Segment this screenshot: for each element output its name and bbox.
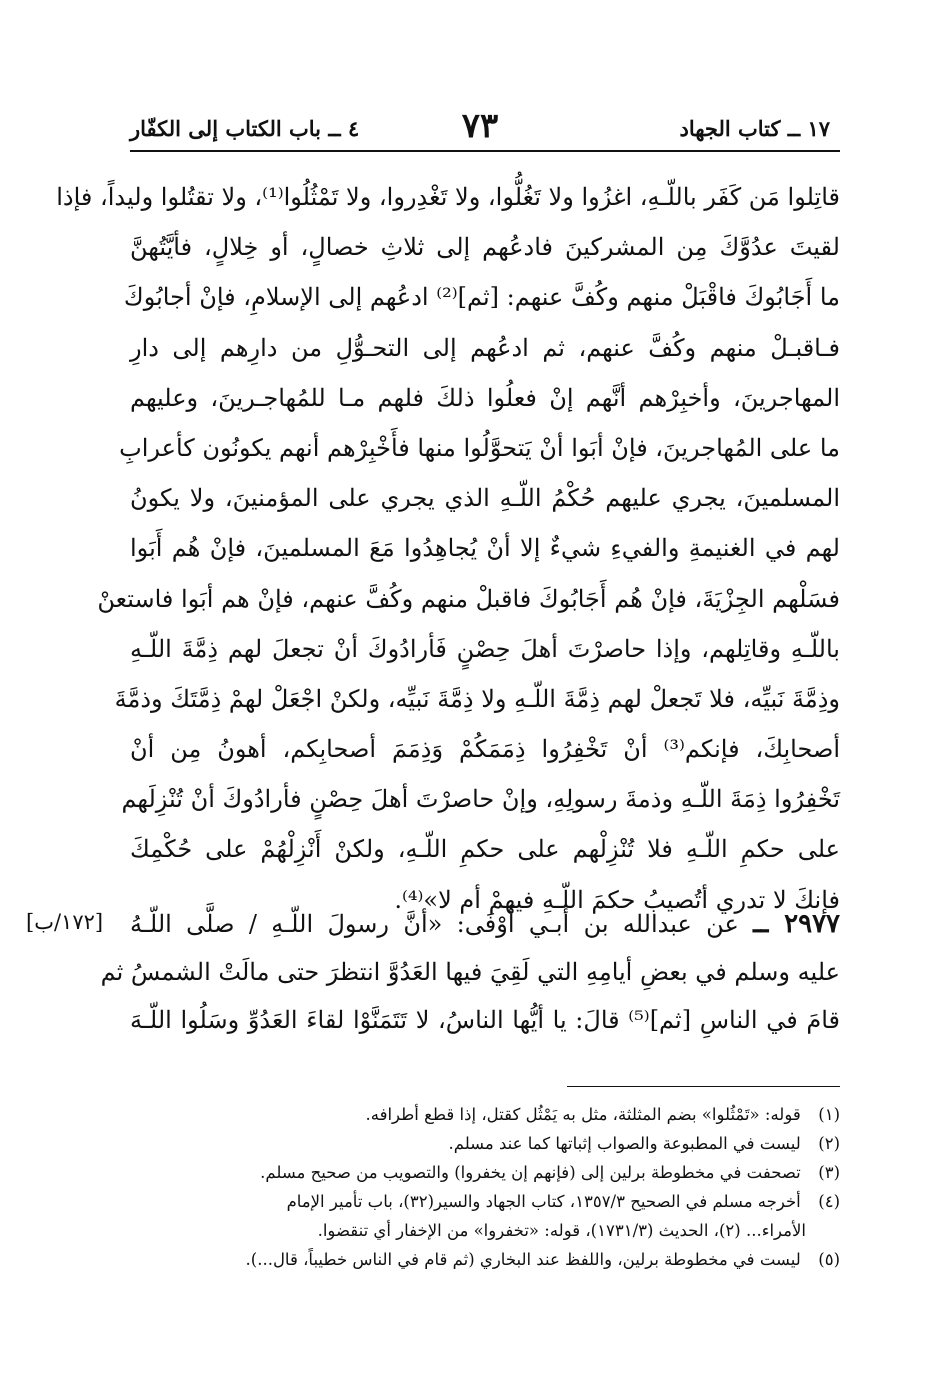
hadith-first-line [130, 900, 840, 948]
hadith-number: ٢٩٧٧ ــ [753, 909, 840, 939]
footnote-number: (٢) [818, 1134, 840, 1153]
footnote-number: (٥) [818, 1250, 840, 1269]
hadith-line: عليه وسلم في بعضِ أيامِهِ التي لَقِيَ فيها العَدُوَّ انتظرَ حتى مالَتْ الشمسُ ثم [100, 958, 840, 986]
text-line: ما على المُهاجرينَ، فإنْ أبَوا أنْ يَتحوَّلُوا منها فأَخْبِرْهم أنهم يكونُون كأعرابِ [119, 433, 840, 462]
header-rule [130, 150, 840, 152]
footnote-text: ليست في مخطوطة برلين، واللفظ عند البخاري (ثم قام في الناس خطيباً، قال...). [245, 1250, 801, 1269]
footnote-number: (٣) [818, 1163, 840, 1182]
hadith-line: قامَ في الناسِ [ثم]⁽⁵⁾ قالَ: يا أيُّها الناسُ، لا تَتَمَنَّوْا لقاءَ العَدُوِّ وسَلُوا اللّـهَ [130, 1006, 840, 1034]
footnote-text: ليست في المطبوعة والصواب إثباتها كما عند مسلم. [448, 1134, 801, 1153]
main-text [56, 172, 840, 925]
footnote-continuation: الأمراء... (٢)، الحديث (١٧٣١/٣)، قوله: «تخفروا» من الإخفار أي تنقضوا. [317, 1221, 806, 1240]
footnote [130, 1245, 840, 1274]
footnote [130, 1187, 840, 1216]
text-line: فسَلْهم الجِزْيَةَ، فإنْ هُم أَجَابُوكَ فاقبلْ منهم وكُفَّ عنهم، فإنْ هم أبَوا فاستعنْ [97, 584, 840, 613]
hadith-block [100, 900, 840, 1044]
text-line: فإنكَ لا تدري أتُصيبُ حكمَ اللّـهِ فيهمْ أم لا»⁽⁴⁾. [394, 885, 840, 914]
footnotes [130, 1100, 840, 1274]
text-line: باللّـهِ وقاتِلهم، وإذا حاصرْتَ أهلَ حِصْنٍ فَأرادُوكَ أنْ تجعلَ لهم ذِمَّةَ اللّـهِ [130, 634, 840, 663]
text-line: أصحابِكَ، فإنكم⁽³⁾ أنْ تَخْفِرُوا ذِمَمَكُمْ وَذِمَمَ أصحابِكم، أهونُ مِن أنْ [130, 735, 840, 764]
footnote-number: (١) [818, 1105, 840, 1124]
text-line: لقيتَ عدُوَّكَ مِن المشركينَ فادعُهم إلى ثلاثِ خصالٍ، أو خِلالٍ، فأيَّتُهنَّ [130, 233, 840, 262]
chapter-title: ١٧ ــ كتاب الجهاد [679, 116, 830, 141]
text-line: المسلمينَ، يجري عليهم حُكْمُ اللّـهِ الذي يجري على المؤمنينَ، ولا يكونُ [130, 484, 840, 513]
footnote [130, 1100, 840, 1129]
footnote-text: أخرجه مسلم في الصحيح ١٣٥٧/٣، كتاب الجهاد والسير(٣٢)، باب تأمير الإمام [286, 1192, 801, 1211]
footnote-number: (٤) [818, 1192, 840, 1211]
footnote [130, 1158, 840, 1187]
text-line: ما أَجَابُوكَ فاقْبَلْ منهم وكُفَّ عنهم: [ثم]⁽²⁾ ادعُهم إلى الإسلامِ، فإنْ أجابُوكَ [123, 283, 840, 312]
text-line: المهاجرينَ، وأخبِرْهم أنَّهم إنْ فعلُوا ذلكَ فلهم مـا للمُهاجـرينَ، وعليهم [130, 383, 840, 412]
text-line: على حكمِ اللّـهِ فلا تُنْزِلْهم على حكمِ اللّـهِ، ولكنْ أَنْزِلْهُمْ على حُكْمِكَ [130, 835, 840, 864]
footnote-text: قوله: «تَمْثُلوا» بضم المثلثة، مثل به يَمْثُل كقتل، إذا قطع أطرافه. [365, 1105, 801, 1124]
page-number: ٧٣ [461, 106, 499, 146]
text-line: فـاقبـلْ منهم وكُفَّ عنهم، ثم ادعُهم إلى التحـوُّلِ من دارِهم إلى دارِ [130, 333, 840, 362]
text-line: وذِمَّةَ نَبيِّه، فلا تَجعلْ لهم ذِمَّةَ اللّـهِ ولا ذِمَّةَ نَبيِّه، ولكنْ اجْعَلْ لهمْ ذِمَّتَكَ وذمَّةَ [114, 684, 840, 713]
manuscript-folio-ref: [١٧٢/ب] [26, 910, 104, 934]
footnote-divider [567, 1086, 840, 1087]
text-line: تَخْفِرُوا ذِمَةَ اللّـهِ وذمةَ رسولِهِ، وإنْ حاصرْتَ أهلَ حِصْنٍ فأرادُوكَ أنْ تُنْزِلَهم [121, 785, 840, 814]
section-title: ٤ ــ باب الكتاب إلى الكفّار [130, 116, 360, 141]
text-line: قاتِلوا مَن كَفَر باللّـهِ، اغزُوا ولا تَغُلُّوا، ولا تَغْدِروا، ولا تَمْثُلُوا⁽¹⁾، ولا تقتُلوا وليداً، فإذا [56, 183, 840, 211]
text-line: لهم في الغنيمةِ والفيءِ شيءٌ إلا أنْ يُجاهِدُوا مَعَ المسلمينَ، فإنْ هُم أَبَوا [130, 534, 840, 563]
footnote [130, 1129, 840, 1158]
hadith-line-text: عن عبدالله بن أبـي أَوْفَى: «أنَّ رسولَ اللّـهِ / صلَّى اللّـهُ [130, 910, 739, 938]
footnote-text: تصحفت في مخطوطة برلين إلى (فإنهم إن يخفروا) والتصويب من صحيح مسلم. [260, 1163, 801, 1182]
